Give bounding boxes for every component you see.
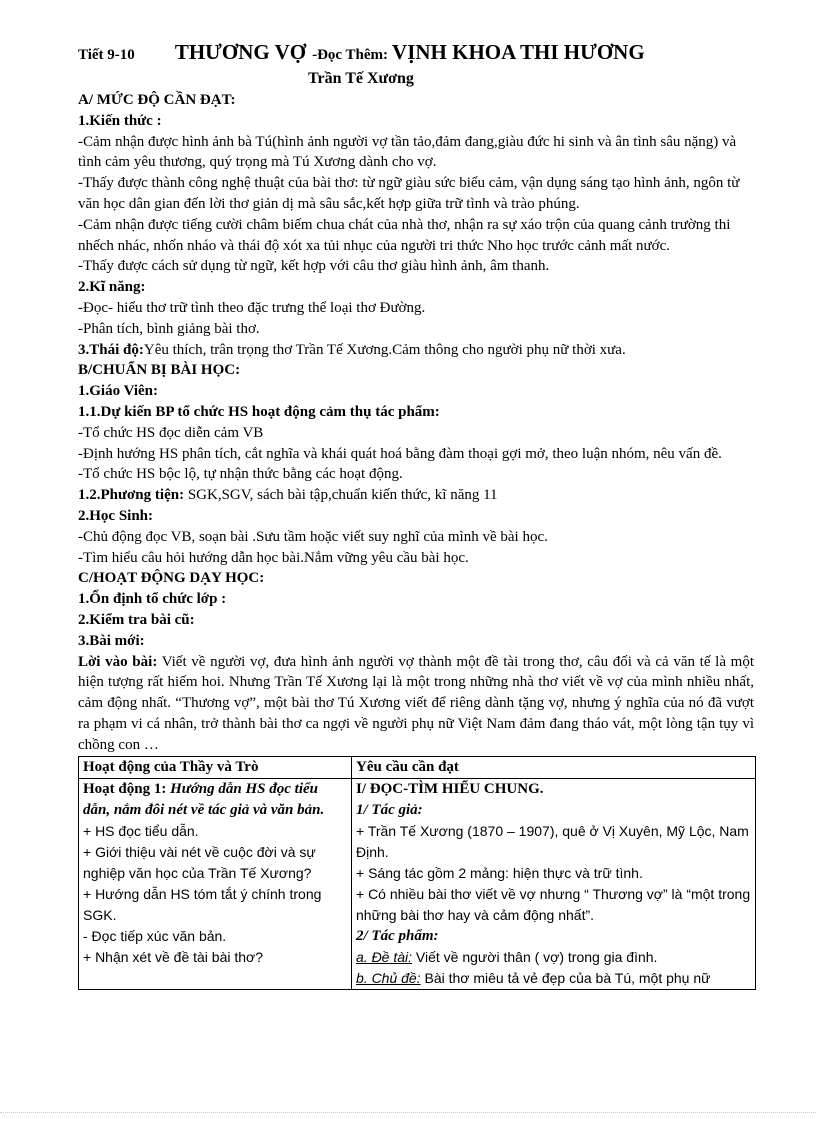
- work-heading: 2/ Tác phẩm:: [356, 927, 439, 944]
- student-item: -Chủ động đọc VB, soạn bài .Sưu tầm hoặc viết suy nghĩ của mình về bài học.: [78, 528, 548, 545]
- plan-item: -Tổ chức HS bộc lộ, tự nhận thức bằng các hoạt động.: [78, 466, 403, 483]
- title-row: [78, 40, 754, 68]
- table-row: [79, 778, 756, 989]
- author-item: + Sáng tác gồm 2 mảng: hiện thực và trữ tình.: [356, 864, 643, 881]
- col-requirement-header: Yêu cầu cần đạt: [352, 756, 756, 778]
- skills-item: -Đọc- hiểu thơ trữ tình theo đặc trưng thể loại thơ Đường.: [78, 299, 426, 316]
- student-item: -Tìm hiểu câu hỏi hướng dẫn học bài.Nắm vững yêu cầu bài học.: [78, 549, 469, 566]
- section-a-heading: A/ MỨC ĐỘ CẦN ĐẠT:: [78, 92, 236, 108]
- student-heading: 2.Học Sinh:: [78, 507, 154, 524]
- skills-heading: 2.Kĩ năng:: [78, 279, 146, 296]
- activity-title: Hướng dẫn HS đọc tiểu dẫn, nắm đôi nét về tác giả và văn bản.: [83, 780, 325, 818]
- theme-label: b. Chủ đề:: [356, 969, 421, 986]
- knowledge-item: -Cảm nhận được hình ảnh bà Tú(hình ảnh người vợ tần tảo,đảm đang,giàu đức hi sinh và ân tình sâu nặng) và tình cảm yêu thương, quý trọng mà Tú Xương dành cho vợ.: [78, 133, 737, 171]
- extra-reading-label: -Đọc Thêm:: [312, 47, 389, 63]
- means-text: SGK,SGV, sách bài tập,chuẩn kiến thức, kĩ năng 11: [187, 487, 498, 504]
- skills-item: -Phân tích, bình giảng bài thơ.: [78, 320, 260, 337]
- author-item: + Trần Tế Xương (1870 – 1907), quê ở Vị Xuyên, Mỹ Lộc, Nam Định.: [356, 822, 749, 860]
- section-c-heading: C/HOẠT ĐỘNG DẠY HỌC:: [78, 570, 265, 587]
- plan-item: -Tổ chức HS đọc diễn cảm VB: [78, 424, 264, 441]
- means-label: 1.2.Phương tiện:: [78, 487, 185, 504]
- poem-title: THƯƠNG VỢ: [174, 40, 307, 64]
- activity-item: + HS đọc tiểu dẫn.: [83, 822, 199, 839]
- topic-label: a. Đề tài:: [356, 948, 413, 965]
- page-bottom-divider: [0, 1112, 816, 1113]
- section-b-heading: B/CHUẨN BỊ BÀI HỌC:: [78, 362, 241, 379]
- class-order-item: 1.Ổn định tổ chức lớp :: [78, 591, 227, 608]
- new-lesson-item: 3.Bài mới:: [78, 632, 145, 649]
- knowledge-heading: 1.Kiến thức :: [78, 112, 162, 129]
- lesson-number: Tiết 9-10: [78, 47, 135, 63]
- col-activity-header: Hoạt động của Thầy và Trò: [79, 756, 352, 778]
- extra-poem-title: VỊNH KHOA THI HƯƠNG: [392, 40, 645, 64]
- topic-text: Viết về người thân ( vợ) trong gia đình.: [412, 948, 658, 965]
- theme-text: Bài thơ miêu tả vẻ đẹp của bà Tú, một phụ nữ: [420, 969, 711, 986]
- intro-text: Viết về người vợ, đưa hình ảnh người vợ thành một đề tài trong thơ, câu đối và cả văn tế là một hiện tượng rất hiếm hoi. Nhưng Trần Tế Xương lại là một trong những nhà thơ viết về vợ của mình nhiều nhất, cảm động nhất. “Thương vợ”, một bài thơ Tú Xương viết để riêng dành tặng vợ, nhưng ý nghĩa của nó đã vượt ra phạm vi cá nhân, trở thành bài thơ ca ngợi về người phụ nữ Việt Nam đảm đang tháo vát, một lòng tận tụy vì chồng con …: [78, 653, 754, 753]
- plan-item: -Định hướng HS phân tích, cắt nghĩa và khái quát hoá bằng đàm thoại gợi mở, theo luận nhóm, nêu vấn đề.: [78, 445, 722, 462]
- lesson-table: [78, 756, 756, 990]
- old-lesson-check-item: 2.Kiểm tra bài cũ:: [78, 611, 195, 628]
- table-header-row: [79, 756, 756, 778]
- knowledge-item: -Cảm nhận được tiếng cười châm biếm chua chát của nhà thơ, nhận ra sự xáo trộn của quang cảnh trường thi nhếch nhác, nhốn nháo và thái độ xót xa tủi nhục của người tri thức Nho học trước cảnh mất nước.: [78, 216, 731, 254]
- attitude-line: [78, 340, 754, 361]
- knowledge-item: -Thấy được thành công nghệ thuật của bài thơ: từ ngữ giàu sức biểu cảm, vận dụng sáng tạo hình ảnh, ngôn từ văn học dân gian đến lời thơ giản dị mà sâu sắc,kết hợp giữa trữ tình và trào phúng.: [78, 175, 740, 212]
- author-heading: 1/ Tác giả:: [356, 801, 423, 818]
- author-item: + Có nhiều bài thơ viết về vợ nhưng “ Thương vợ” là “một trong những bài thơ hay và cảm động nhất”.: [356, 885, 751, 923]
- section-b: [78, 360, 754, 568]
- intro-label: Lời vào bài:: [78, 653, 158, 670]
- activity-item: + Giới thiệu vài nét về cuộc đời và sự nghiệp văn học của Trần Tế Xương?: [83, 843, 316, 881]
- attitude-label: 3.Thái độ:: [78, 341, 144, 358]
- knowledge-item: -Thấy được cách sử dụng từ ngữ, kết hợp với câu thơ giàu hình ảnh, âm thanh.: [78, 258, 550, 275]
- plan-heading: 1.1.Dự kiến BP tổ chức HS hoạt động cảm thụ tác phẩm:: [78, 403, 440, 420]
- theme-line: [356, 968, 751, 989]
- author-name: Trần Tế Xương: [308, 70, 414, 87]
- attitude-text: Yêu thích, trân trọng thơ Trần Tế Xương.Cảm thông cho người phụ nữ thời xưa.: [143, 341, 626, 358]
- activity-item: + Hướng dẫn HS tóm tắt ý chính trong SGK.: [83, 885, 322, 923]
- section-title: I/ ĐỌC-TÌM HIỂU CHUNG.: [356, 780, 544, 797]
- section-c: [78, 568, 754, 755]
- activity-label: Hoạt động 1:: [83, 780, 167, 797]
- activity-item: - Đọc tiếp xúc văn bản.: [83, 927, 227, 944]
- intro-paragraph: [78, 652, 754, 756]
- topic-line: [356, 947, 751, 968]
- activity-item: + Nhận xét về đề tài bài thơ?: [83, 948, 264, 965]
- activity-heading: [83, 779, 347, 821]
- activity-cell: [79, 778, 352, 989]
- means-line: [78, 485, 754, 506]
- requirement-cell: [352, 778, 756, 989]
- section-a: [78, 90, 754, 360]
- teacher-heading: 1.Giáo Viên:: [78, 383, 159, 400]
- document-page: [78, 40, 754, 990]
